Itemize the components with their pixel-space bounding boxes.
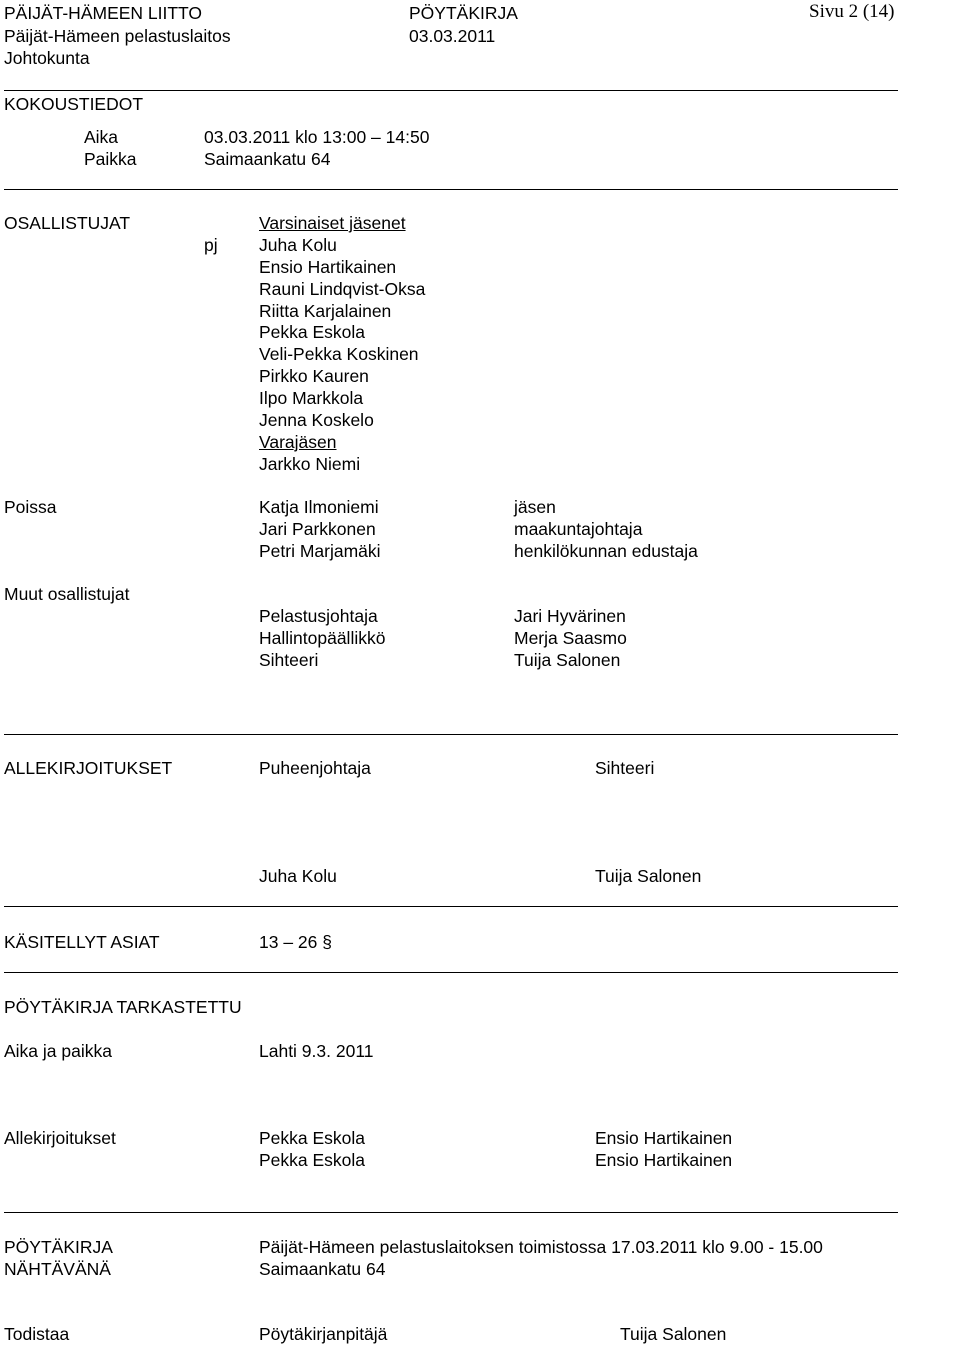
header-unit: Päijät-Hämeen pelastuslaitos bbox=[4, 26, 231, 46]
absent-role: maakuntajohtaja bbox=[514, 519, 643, 539]
meeting-place-label: Paikka bbox=[84, 149, 137, 169]
review-time-place-label: Aika ja paikka bbox=[4, 1041, 112, 1061]
other-title: Hallintopäällikkö bbox=[259, 628, 386, 648]
meeting-section-title: KOKOUSTIEDOT bbox=[4, 94, 144, 114]
review-time-place-value: Lahti 9.3. 2011 bbox=[259, 1041, 374, 1061]
member-name: Ensio Hartikainen bbox=[259, 257, 397, 277]
divider bbox=[4, 972, 898, 973]
deputy-name: Jarkko Niemi bbox=[259, 454, 361, 474]
reviewer-name: Ensio Hartikainen bbox=[595, 1150, 733, 1170]
others-label: Muut osallistujat bbox=[4, 584, 130, 604]
attest-role: Pöytäkirjanpitäjä bbox=[259, 1324, 388, 1344]
secretary-title: Sihteeri bbox=[595, 758, 655, 778]
header-page-number: Sivu 2 (14) bbox=[809, 1, 895, 22]
member-name: Pekka Eskola bbox=[259, 322, 366, 342]
members-heading: Varsinaiset jäsenet bbox=[259, 213, 406, 233]
chair-marker: pj bbox=[204, 235, 218, 255]
other-name: Tuija Salonen bbox=[514, 650, 621, 670]
chair-title: Puheenjohtaja bbox=[259, 758, 371, 778]
display-label: NÄHTÄVÄNÄ bbox=[4, 1259, 111, 1279]
member-name: Pirkko Kauren bbox=[259, 366, 369, 386]
review-signers-label: Allekirjoitukset bbox=[4, 1128, 116, 1148]
attest-label: Todistaa bbox=[4, 1324, 70, 1344]
secretary-name: Tuija Salonen bbox=[595, 866, 702, 886]
absent-name: Petri Marjamäki bbox=[259, 541, 381, 561]
participants-section-title: OSALLISTUJAT bbox=[4, 213, 131, 233]
header-org: PÄIJÄT-HÄMEEN LIITTO bbox=[4, 3, 203, 23]
display-value: Saimaankatu 64 bbox=[259, 1259, 386, 1279]
divider bbox=[4, 90, 898, 91]
reviewer-name: Pekka Eskola bbox=[259, 1128, 366, 1148]
divider bbox=[4, 906, 898, 907]
items-value: 13 – 26 § bbox=[259, 932, 332, 952]
member-name: Juha Kolu bbox=[259, 235, 337, 255]
member-name: Riitta Karjalainen bbox=[259, 301, 392, 321]
meeting-time-label: Aika bbox=[84, 127, 119, 147]
meeting-time-value: 03.03.2011 klo 13:00 – 14:50 bbox=[204, 127, 430, 147]
divider bbox=[4, 734, 898, 735]
meeting-place-value: Saimaankatu 64 bbox=[204, 149, 331, 169]
divider bbox=[4, 189, 898, 190]
reviewer-name: Ensio Hartikainen bbox=[595, 1128, 733, 1148]
header-doc-type: PÖYTÄKIRJA bbox=[409, 3, 518, 23]
other-name: Merja Saasmo bbox=[514, 628, 627, 648]
attest-name: Tuija Salonen bbox=[620, 1324, 727, 1344]
other-title: Sihteeri bbox=[259, 650, 319, 670]
absent-role: henkilökunnan edustaja bbox=[514, 541, 698, 561]
absent-role: jäsen bbox=[514, 497, 556, 517]
header-body: Johtokunta bbox=[4, 48, 90, 68]
other-name: Jari Hyvärinen bbox=[514, 606, 626, 626]
member-name: Rauni Lindqvist-Oksa bbox=[259, 279, 426, 299]
deputy-heading: Varajäsen bbox=[259, 432, 337, 452]
items-label: KÄSITELLYT ASIAT bbox=[4, 932, 160, 952]
member-name: Jenna Koskelo bbox=[259, 410, 374, 430]
other-title: Pelastusjohtaja bbox=[259, 606, 378, 626]
absent-label: Poissa bbox=[4, 497, 57, 517]
header-date: 03.03.2011 bbox=[409, 26, 496, 46]
reviewer-name: Pekka Eskola bbox=[259, 1150, 366, 1170]
review-heading: PÖYTÄKIRJA TARKASTETTU bbox=[4, 997, 242, 1017]
absent-name: Jari Parkkonen bbox=[259, 519, 376, 539]
absent-name: Katja Ilmoniemi bbox=[259, 497, 379, 517]
member-name: Ilpo Markkola bbox=[259, 388, 364, 408]
display-label: PÖYTÄKIRJA bbox=[4, 1237, 113, 1257]
divider bbox=[4, 1212, 898, 1213]
member-name: Veli-Pekka Koskinen bbox=[259, 344, 419, 364]
chair-name: Juha Kolu bbox=[259, 866, 337, 886]
signatures-label: ALLEKIRJOITUKSET bbox=[4, 758, 173, 778]
display-value: Päijät-Hämeen pelastuslaitoksen toimistossa 17.03.2011 klo 9.00 - 15.00 bbox=[259, 1237, 823, 1257]
